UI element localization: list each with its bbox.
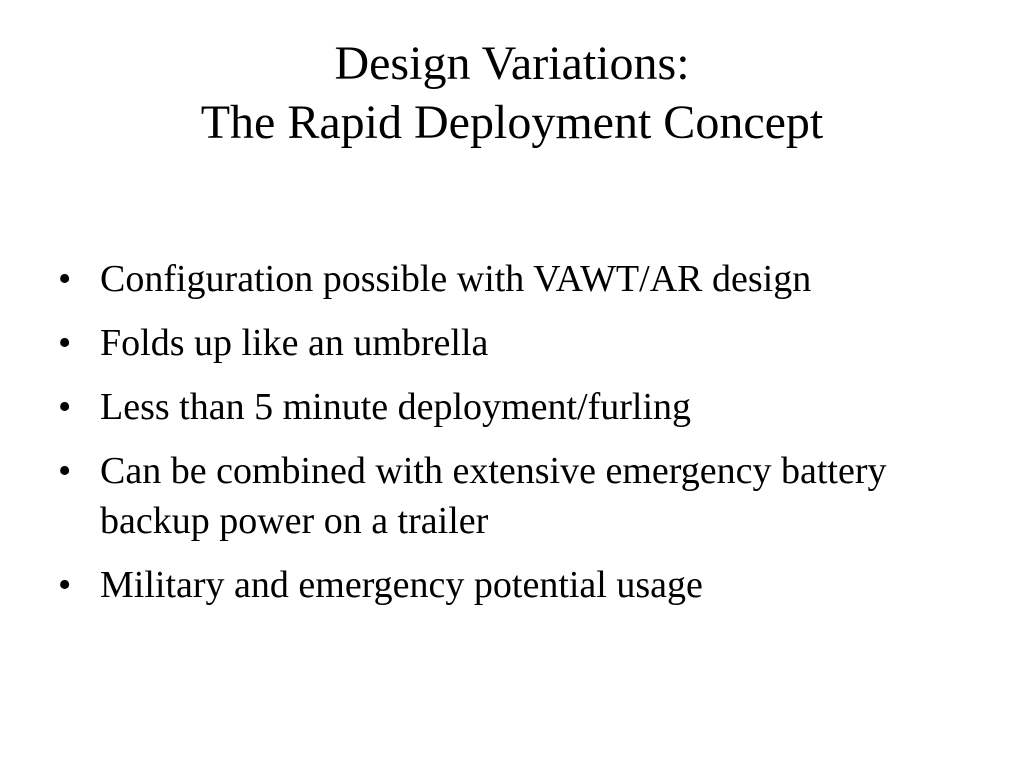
bullet-list <box>58 254 978 624</box>
bullet-text: Can be combined with extensive emergency battery backup power on a trailer <box>100 450 887 542</box>
bullet-icon: • <box>58 386 72 428</box>
bullet-item <box>58 560 978 610</box>
bullet-item <box>58 318 978 368</box>
bullet-icon: • <box>58 564 72 606</box>
bullet-icon: • <box>58 322 72 364</box>
bullet-icon: • <box>58 258 72 300</box>
bullet-item <box>58 254 978 304</box>
bullet-text: Less than 5 minute deployment/furling <box>100 386 692 428</box>
bullet-item <box>58 446 978 546</box>
bullet-text: Military and emergency potential usage <box>100 564 703 606</box>
bullet-icon: • <box>58 450 72 492</box>
title-line-1: Design Variations: <box>334 37 690 90</box>
slide-title <box>0 34 1024 152</box>
bullet-text: Folds up like an umbrella <box>100 322 489 364</box>
bullet-text: Configuration possible with VAWT/AR design <box>100 258 812 300</box>
bullet-item <box>58 382 978 432</box>
title-line-2: The Rapid Deployment Concept <box>200 96 824 149</box>
